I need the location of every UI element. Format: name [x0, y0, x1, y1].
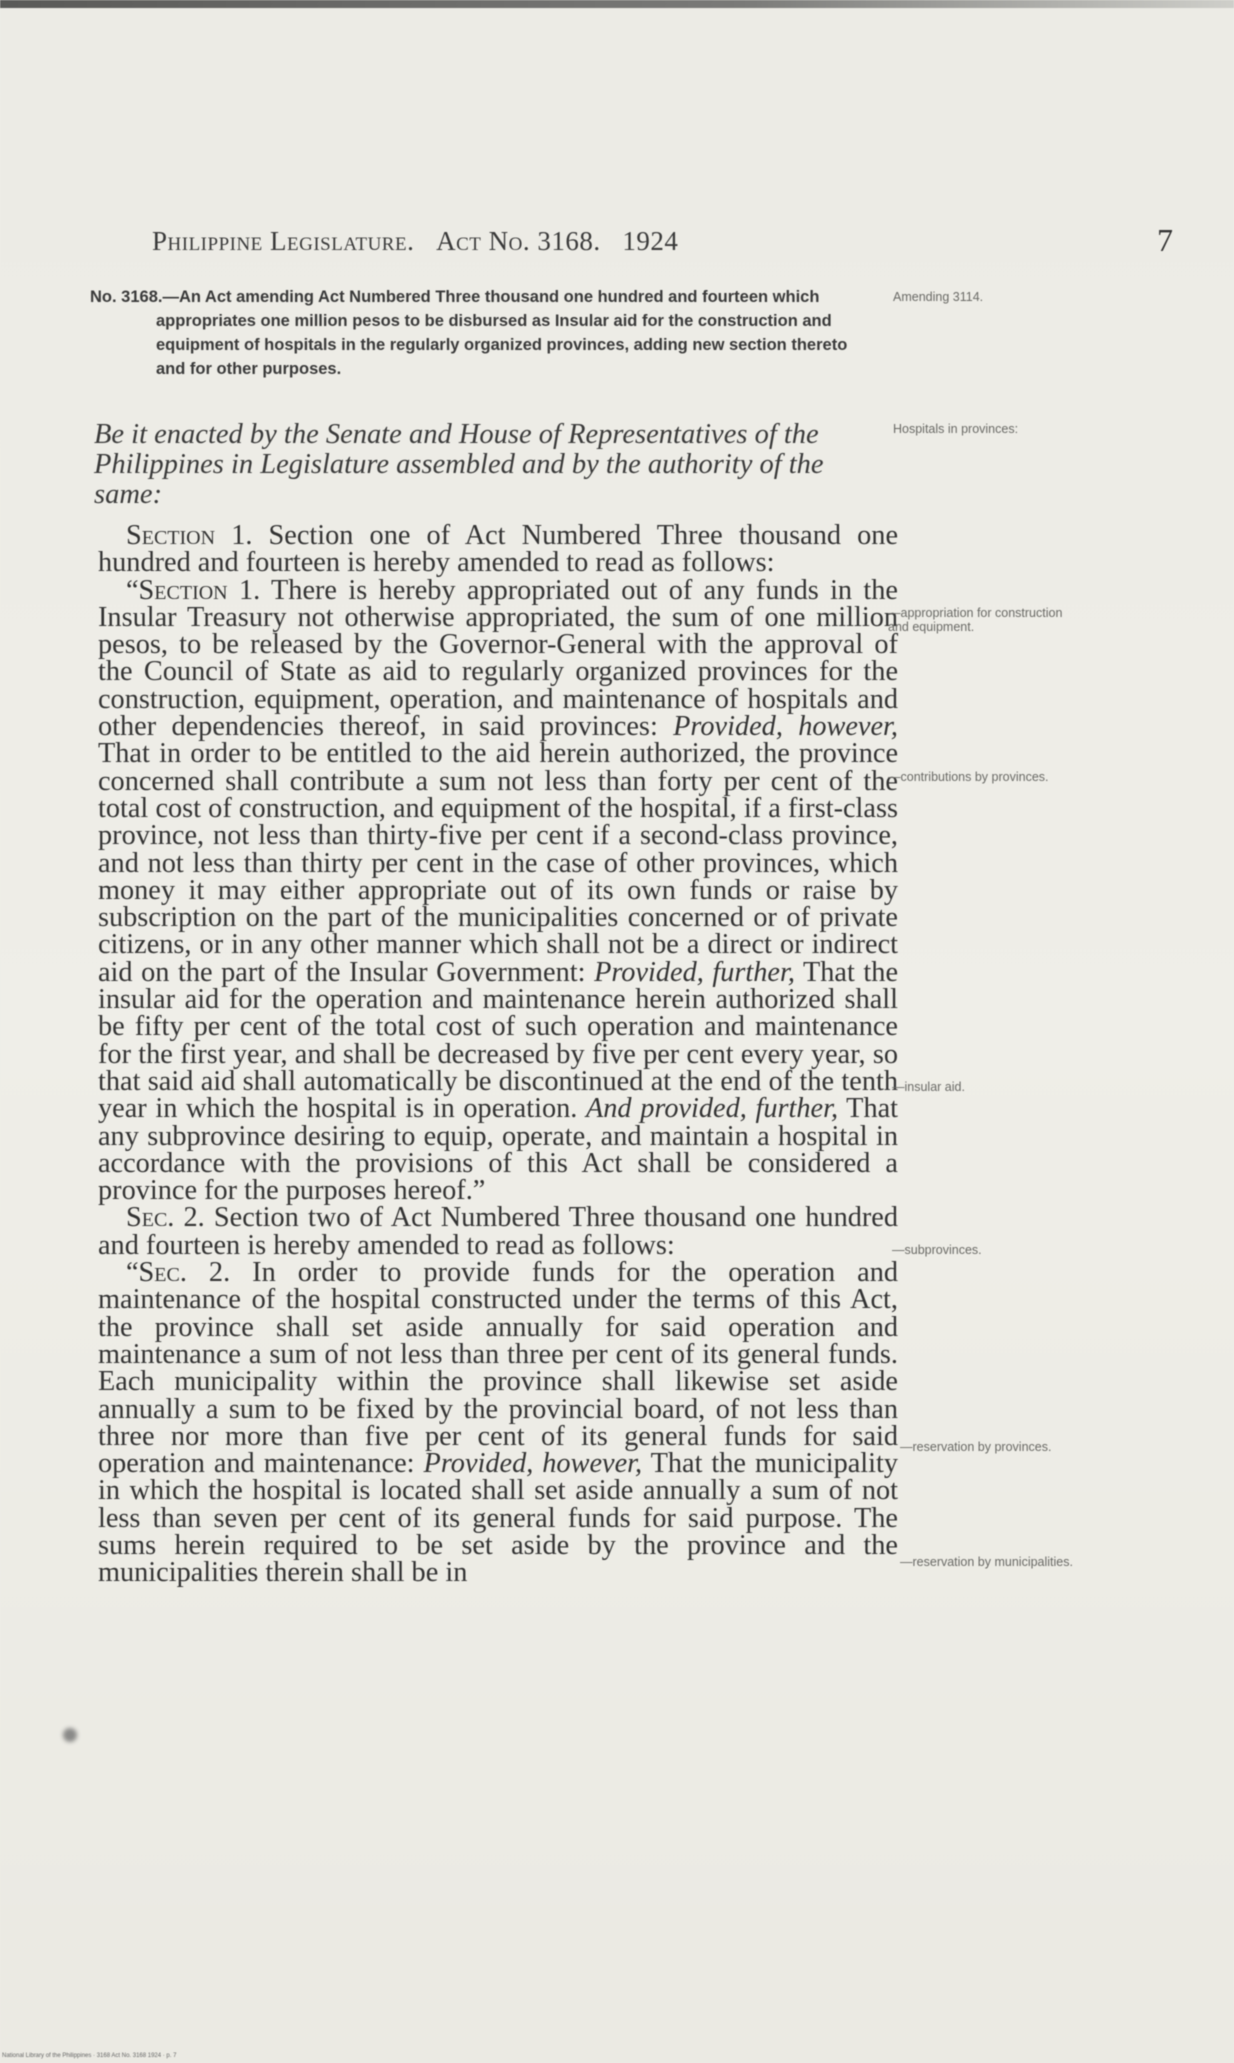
act-summary — [90, 285, 880, 381]
margin-note-reservation-municipalities: —reservation by municipalities. — [900, 1555, 1073, 1569]
scan-edge — [0, 0, 1234, 8]
margin-note-hospitals: Hospitals in provinces: — [893, 422, 1019, 436]
act-summary-text: No. 3168.—An Act amending Act Numbered Three thousand one hundred and fourteen which appropriates one million pesos to be disbursed as Insular aid for the construction and equipment of hospitals in the regularly organized provinces, adding new section thereto and for other purposes. — [90, 288, 848, 378]
margin-note-contributions: —contributions by provinces. — [888, 770, 1049, 784]
section-lead: Section 1. — [126, 520, 253, 551]
section-text: Section two of Act Numbered Three thousand one hundred and fourteen is hereby amended to read as follows: — [98, 1202, 898, 1261]
footer-caption: National Library of the Philippines · 3168 Act No. 3168 1924 · p. 7 — [2, 2053, 177, 2059]
margin-note-appropriation: —appropriation for construction and equipment. — [888, 606, 1063, 634]
section-text: That the municipality in which the hospital is located shall set aside annually a sum of not less than seven per cent of its general funds for said purpose. The sums herein required to be set aside by the province and the municipalities therein shall be in — [98, 1448, 899, 1589]
section-paragraph — [98, 1259, 898, 1587]
section-text: Section one of Act Numbered Three thousand one hundred and fourteen is hereby amended to read as follows: — [98, 520, 899, 579]
section-paragraph — [98, 1204, 898, 1259]
page-number: 7 — [1157, 222, 1173, 258]
section-paragraph — [98, 574, 899, 1207]
section-lead: “Section 1. — [126, 574, 261, 606]
margin-note-insular-aid: —insular aid. — [892, 1080, 965, 1094]
act-number: Act No. 3168. — [436, 226, 601, 256]
scan-smudge — [63, 1728, 77, 1742]
act-body — [98, 522, 898, 1587]
section-text: That any subprovince desiring to equip, operate, and maintain a hospital in accordance with the provisions of this Act shall be considered a province for the purposes hereof.” — [98, 1093, 899, 1207]
section-text: There is hereby appropriated out of any funds in the Insular Treasury not otherwise appropriated, the sum of one million pesos, to be released by the Governor-General with the approval of the Council of State as aid to regularly organized provinces for the construction, equipment, operation, and maintenance of hospitals and other dependencies thereof, in said provinces: — [98, 574, 898, 743]
margin-note-subprovinces: —subprovinces. — [892, 1243, 982, 1257]
margin-note-amending: Amending 3114. — [893, 290, 984, 304]
proviso-lead: Provided, further, — [594, 956, 795, 988]
section-lead: Sec. 2. — [126, 1202, 205, 1234]
section-paragraph — [98, 522, 898, 577]
running-title: Philippine Legislature. — [152, 226, 415, 256]
year: 1924 — [622, 226, 679, 256]
section-text: That the insular aid for the operation and maintenance herein authorized shall be fifty per cent of the total cost of such operation and maintenance for the first year, and shall be decreased by five per cent every year, so that said aid shall automatically be discontinued at the end of the tenth year in which the hospital is in operation. — [98, 956, 898, 1125]
proviso-lead: Provided, however, — [673, 711, 899, 743]
margin-note-reservation-provinces: —reservation by provinces. — [900, 1440, 1052, 1454]
section-text: In order to provide funds for the operation and maintenance of the hospital constructed under the terms of this Act, the province shall set aside annually for said operation and maintenance a sum of not less than three per cent of its general funds. Each municipality within the province shall likewise set aside annually a sum to be fixed by the provincial board, of not less than three nor more than five per cent of its general funds for said operation and maintenance: — [98, 1257, 898, 1480]
proviso-lead: And provided, further, — [586, 1093, 839, 1125]
enacting-clause: Be it enacted by the Senate and House of Representatives of the Philippines in Legislature assembled and by the authority of the same: — [94, 419, 824, 510]
running-header — [152, 226, 678, 257]
proviso-lead: Provided, however, — [423, 1448, 643, 1480]
section-lead: “Sec. 2. — [126, 1257, 231, 1289]
section-text: That in order to be entitled to the aid herein authorized, the province concerned shall contribute a sum not less than forty per cent of the total cost of construction, and equipment of the hospital, if a first-class province, not less than thirty-five per cent if a second-class province, and not less than thirty per cent in the case of other provinces, which money it may either appropriate out of its own funds or raise by subscription on the part of the municipalities concerned or of private citizens, or in any other manner which shall not be a direct or indirect aid on the part of the Insular Government: — [98, 738, 898, 988]
